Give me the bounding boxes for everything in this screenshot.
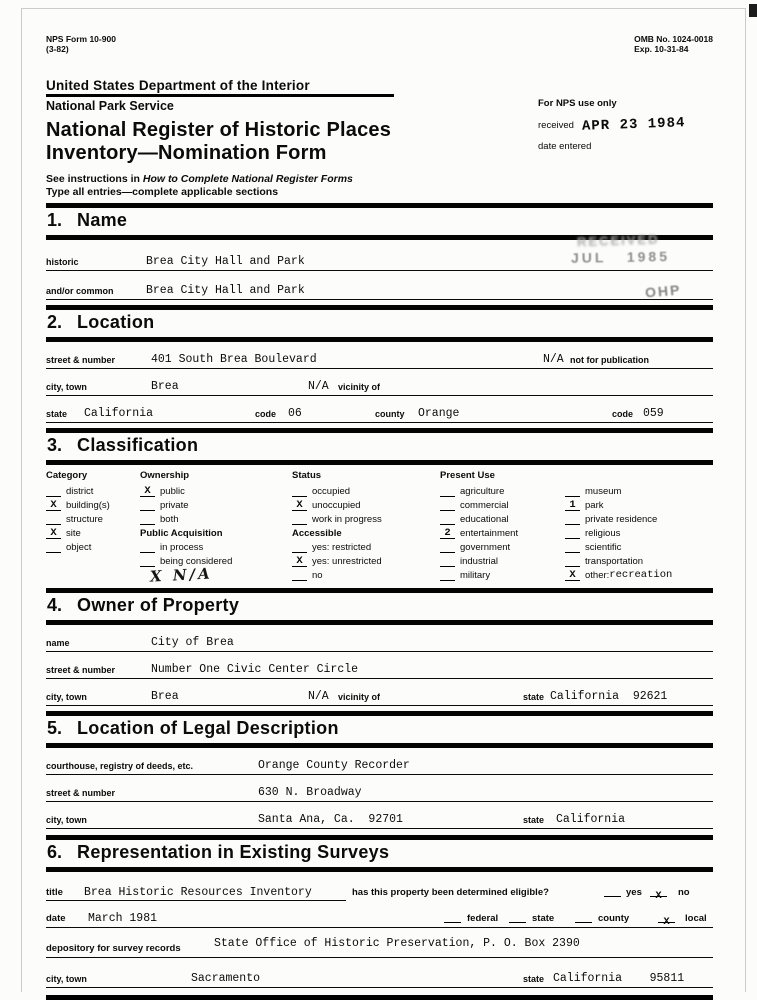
checkbox-government [440,539,568,553]
check-label: occupied [312,486,351,497]
code-label: code [612,409,634,419]
form-number-block [46,34,116,58]
check-label: park [585,500,604,511]
check-blank [140,499,155,511]
section-3-heading: 3. Classification [47,435,199,455]
nps-use-box [538,98,743,152]
checkbox-industrial [440,553,568,567]
yes-label: yes [626,887,642,898]
classification-column-status [292,469,442,581]
check-blank: X [292,555,307,567]
form-title [46,119,526,165]
column-header: Status [292,470,322,481]
check-label: military [460,570,491,581]
checkbox-religious [565,525,715,539]
checkbox-site [46,525,138,539]
checkbox-in-process [140,539,290,553]
field-label: name [46,638,70,648]
checkbox-park [565,497,715,511]
owner-city-field [46,679,713,706]
street-number-field [46,342,713,369]
checkbox-yes-restricted [292,539,442,553]
check-blank [292,569,307,581]
checkbox-unoccupied [292,497,442,511]
survey-state-value: California 95811 [553,972,685,985]
city-value: Brea [151,380,179,393]
common-name-field [46,271,713,300]
eligible-question: has this property been determined eligible? [352,887,549,898]
faint-date-stamp: JUL 1985 [570,248,671,266]
check-blank [292,541,307,553]
county-value: Orange [418,407,460,420]
received-date-stamp: APR 23 1984 [581,115,686,135]
local-blank: X [658,911,675,923]
check-blank: X [292,499,307,511]
checkbox-structure [46,511,138,525]
section-5-header [46,711,713,748]
no-blank: X [650,885,667,897]
checkbox-private [140,497,290,511]
vicinity-label: vicinity of [338,692,381,702]
yes-blank [604,885,621,897]
handwritten-na-item [140,564,290,586]
classification-column-category [46,469,138,553]
public-acquisition-subheader: Public Acquisition [140,528,223,539]
survey-title-field [46,872,713,901]
section-rule [46,460,713,465]
department-title: United States Department of the Interior [46,78,310,93]
check-label: other: [585,570,610,581]
checkbox-other [565,567,715,581]
owner-city-value: Brea [151,690,179,703]
form-title-line1: National Register of Historic Places [46,119,392,141]
check-blank [46,541,61,553]
check-blank [440,513,455,525]
column-header: Present Use [440,470,495,481]
state-label: state [523,815,545,825]
checkbox-transportation [565,553,715,567]
field-label: courthouse, registry of deeds, etc. [46,761,194,771]
omb-number: OMB No. 1024-0018 [634,34,713,44]
check-blank: X [46,527,61,539]
owner-name-field [46,625,713,652]
checkbox-agriculture [440,483,568,497]
survey-city-field [46,958,713,988]
survey-title-value: Brea Historic Resources Inventory [84,886,312,899]
checkbox-educational [440,511,568,525]
field-label: street & number [46,665,116,675]
owner-name-value: City of Brea [151,636,234,649]
scan-artifact [749,4,757,17]
not-for-publication-label: not for publication [570,355,649,365]
field-label: city, town [46,692,87,702]
vicinity-label: vicinity of [338,382,381,392]
check-label: object [66,542,92,553]
owner-state-value: California 92621 [550,690,668,703]
local-label: local [685,913,707,924]
field-label: city, town [46,382,87,392]
state-label: state [523,692,545,702]
recorder-street-field [46,775,713,802]
instruction-line2: Type all entries—complete applicable sections [46,185,279,198]
check-label: site [66,528,81,539]
manual-title: How to Complete National Register Forms [142,173,353,185]
instruction-line1: See instructions in How to Complete National Register Forms [46,173,353,185]
field-label: title [46,887,63,898]
federal-label: federal [467,913,499,924]
state-county-field [46,396,713,423]
check-label: work in progress [312,514,382,525]
recorder-street-value: 630 N. Broadway [258,786,362,799]
check-label: entertainment [460,528,519,539]
city-town-field [46,369,713,396]
received-label: received [538,120,574,131]
check-blank [565,555,580,567]
check-label: public [160,486,185,497]
recorder-city-field [46,802,713,829]
check-blank [292,513,307,525]
check-blank [140,541,155,553]
check-blank: X [565,569,580,581]
no-label: no [678,887,690,898]
check-blank [565,527,580,539]
check-label: structure [66,514,103,525]
federal-blank [444,911,461,923]
form-number: NPS Form 10-900 [46,34,116,44]
recorder-state-value: California [556,813,626,826]
checkbox-museum [565,483,715,497]
checkbox-buildings [46,497,138,511]
classification-column-present-use [440,469,568,581]
checkbox-occupied [292,483,442,497]
check-blank: X [46,499,61,511]
received-row [538,117,743,133]
checkbox-object [46,539,138,553]
check-label: agriculture [460,486,505,497]
checkbox-work-in-progress [292,511,442,525]
county-label: county [375,409,405,419]
check-label: no [312,570,323,581]
owner-street-value: Number One Civic Center Circle [151,663,359,676]
check-label: both [160,514,179,525]
check-blank: 1 [565,499,580,511]
field-label: and/or common [46,286,114,296]
section-3-header [46,428,713,465]
check-blank [46,513,61,525]
instructions [46,173,713,198]
department-rule [46,94,394,97]
scan-edge-left [21,8,22,992]
checkbox-both [140,511,290,525]
field-label: street & number [46,788,116,798]
column-header: Ownership [140,470,190,481]
check-label: educational [460,514,509,525]
section-2-header [46,305,713,342]
check-blank [140,555,155,567]
check-label: industrial [460,556,499,567]
section-4-header [46,588,713,625]
section-1-heading: 1. Name [47,210,128,230]
common-name-value: Brea City Hall and Park [146,284,305,297]
vicinity-na: N/A [308,690,329,703]
state-label: state [46,409,68,419]
checkbox-entertainment [440,525,568,539]
check-label: being considered [160,556,233,567]
field-label: historic [46,257,79,267]
section-5-heading: 5. Location of Legal Description [47,718,339,738]
check-label: transportation [585,556,644,567]
check-label: yes: unrestricted [312,556,382,567]
courthouse-value: Orange County Recorder [258,759,410,772]
ohp-stamp: OHP [644,281,682,301]
code-label: code [255,409,277,419]
state-blank [509,911,526,923]
classification-column-ownership [140,469,290,586]
state-code-value: 06 [288,407,302,420]
check-label: unoccupied [312,500,361,511]
check-blank [440,569,455,581]
check-label: private residence [585,514,658,525]
depository-value: State Office of Historic Preservation, P. O. Box 2390 [214,937,580,950]
classification-column-present-use-2 [565,469,715,581]
check-label: private [160,500,189,511]
checkbox-no [292,567,442,581]
checkbox-commercial [440,497,568,511]
recorder-city-value: Santa Ana, Ca. 92701 [258,813,403,826]
check-blank [292,485,307,497]
field-label: city, town [46,974,87,984]
bottom-section-rule [46,995,713,1000]
survey-date-value: March 1981 [88,912,158,925]
classification-grid [46,469,713,585]
check-blank [565,541,580,553]
form-meta-row [46,34,713,58]
check-label: district [66,486,94,497]
check-label: building(s) [66,500,110,511]
check-blank [440,499,455,511]
check-blank [565,513,580,525]
check-label: religious [585,528,621,539]
state-label: state [523,974,545,984]
check-label: yes: restricted [312,542,372,553]
check-blank: X [140,485,155,497]
state-value: California [84,407,154,420]
column-header [565,469,715,483]
county-code-value: 059 [643,407,664,420]
survey-city-value: Sacramento [191,972,261,985]
field-label: street & number [46,355,116,365]
check-blank [440,555,455,567]
section-6-heading: 6. Representation in Existing Surveys [47,842,390,862]
check-blank [440,485,455,497]
vicinity-na: N/A [308,380,329,393]
omb-expiration: Exp. 10-31-84 [634,44,689,54]
check-label: government [460,542,511,553]
depository-field [46,928,713,958]
check-label: scientific [585,542,622,553]
checkbox-being-considered [140,553,290,567]
survey-date-field [46,901,713,928]
checkbox-private-residence [565,511,715,525]
field-label: city, town [46,815,87,825]
state-survey-label: state [532,913,555,924]
check-blank [440,541,455,553]
column-header: Category [46,470,88,481]
check-blank: 2 [440,527,455,539]
form-title-line2: Inventory—Nomination Form [46,142,327,164]
historic-name-value: Brea City Hall and Park [146,255,305,268]
form-revision: (3-82) [46,44,69,54]
check-blank [140,513,155,525]
county-survey-label: county [598,913,630,924]
other-typed-value: recreation [609,569,673,581]
owner-street-field [46,652,713,679]
check-blank [565,485,580,497]
scan-edge-top [21,8,745,9]
section-6-header [46,835,713,872]
check-label: museum [585,486,622,497]
checkbox-military [440,567,568,581]
omb-block [634,34,713,58]
check-label: commercial [460,500,509,511]
not-for-publication-na: N/A [543,353,564,366]
handwritten-na-mark: X N/A [149,564,214,586]
agency-title: National Park Service [46,99,174,113]
county-blank [575,911,592,923]
checkbox-scientific [565,539,715,553]
accessible-subheader: Accessible [292,528,342,539]
check-label: in process [160,542,204,553]
section-4-heading: 4. Owner of Property [47,595,240,615]
check-blank [46,485,61,497]
field-label: depository for survey records [46,943,181,954]
section-2-heading: 2. Location [47,312,155,332]
courthouse-field [46,748,713,775]
scan-edge-right [745,8,746,992]
field-label: date [46,913,66,924]
checkbox-yes-unrestricted [292,553,442,567]
checkbox-public [140,483,290,497]
nps-use-label: For NPS use only [538,98,617,109]
street-value: 401 South Brea Boulevard [151,353,317,366]
date-entered-label: date entered [538,141,592,152]
faint-received-stamp: RECEIVED [576,231,660,250]
checkbox-district [46,483,138,497]
